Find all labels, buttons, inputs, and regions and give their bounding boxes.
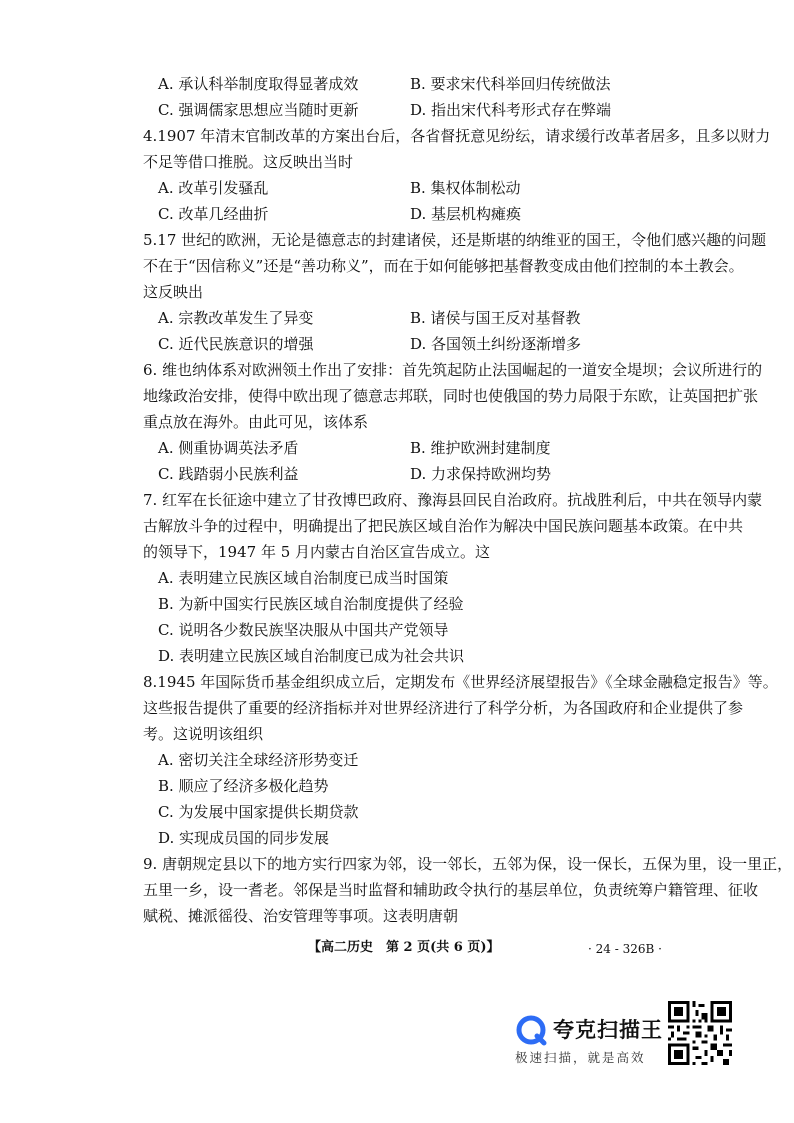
q7-option-d: D. 表明建立民族区域自治制度已成为社会共识 [158,647,465,665]
q8-stem-line3: 考。这说明该组织 [143,725,264,743]
q7-option-c: C. 说明各少数民族坚决服从中国共产党领导 [158,621,449,639]
q3-option-a: A. 承认科举制度取得显著成效 [158,75,359,93]
q7-stem-line1: 7. 红军在长征途中建立了甘孜博巴政府、豫海县回民自治政府。抗战胜利后，中共在领导内蒙 [143,491,763,509]
scanner-watermark [515,1014,665,1066]
q7-option-b: B. 为新中国实行民族区域自治制度提供了经验 [158,595,464,613]
q9-stem-line3: 赋税、摊派徭役、治安管理等事项。这表明唐朝 [143,907,459,925]
q6-option-d: D. 力求保持欧洲均势 [410,465,552,483]
q6-stem-line3: 重点放在海外。由此可见，该体系 [143,413,369,431]
q8-option-b: B. 顺应了经济多极化趋势 [158,777,329,795]
qr-code-icon [668,1001,732,1065]
q5-option-d: D. 各国领土纠纷逐渐增多 [410,335,582,353]
q8-stem-line1: 8.1945 年国际货币基金组织成立后，定期发布《世界经济展望报告》《全球金融稳定报告》等。 [143,673,778,691]
q5-stem-line2: 不在于“因信称义”还是“善功称义”，而在于如何能够把基督教变成由他们控制的本土教会。 [143,257,744,275]
q4-option-d: D. 基层机构瘫痪 [410,205,522,223]
q5-stem-line1: 5.17 世纪的欧洲，无论是德意志的封建诸侯，还是斯堪的纳维亚的国王，令他们感兴趣的问题 [143,231,767,249]
q3-option-d: D. 指出宋代科考形式存在弊端 [410,101,612,119]
q6-stem-line2: 地缘政治安排，使得中欧出现了德意志邦联，同时也使俄国的势力局限于东欧，让英国把扩张 [143,387,759,405]
q3-option-c: C. 强调儒家思想应当随时更新 [158,101,359,119]
q5-option-c: C. 近代民族意识的增强 [158,335,314,353]
q8-option-d: D. 实现成员国的同步发展 [158,829,330,847]
q9-stem-line2: 五里一乡，设一耆老。邻保是当时监督和辅助政令执行的基层单位，负责统筹户籍管理、征收 [143,881,759,899]
q7-option-a: A. 表明建立民族区域自治制度已成当时国策 [158,569,449,587]
q8-option-c: C. 为发展中国家提供长期贷款 [158,803,359,821]
scanner-slogan: 极速扫描，就是高效 [515,1050,646,1065]
q4-option-b: B. 集权体制松动 [410,179,521,197]
q7-stem-line3: 的领导下，1947 年 5 月内蒙古自治区宣告成立。这 [143,543,491,561]
q5-option-b: B. 诸侯与国王反对基督教 [410,309,581,327]
scanner-brand-name: 夸克扫描王 [553,1018,663,1042]
q3-option-b: B. 要求宋代科举回归传统做法 [410,75,611,93]
q9-stem-line1: 9. 唐朝规定县以下的地方实行四家为邻，设一邻长，五邻为保，设一保长，五保为里，设一里正， [143,855,793,873]
q5-stem-line3: 这反映出 [143,283,204,301]
q6-stem-line1: 6. 维也纳体系对欧洲领土作出了安排：首先筑起防止法国崛起的一道安全堤坝；会议所进行的 [143,361,763,379]
q6-option-c: C. 践踏弱小民族利益 [158,465,299,483]
q4-option-c: C. 改革几经曲折 [158,205,269,223]
q6-option-b: B. 维护欧洲封建制度 [410,439,551,457]
q4-stem-line2: 不足等借口推脱。这反映出当时 [143,153,354,171]
q6-option-a: A. 侧重协调英法矛盾 [158,439,299,457]
page-code: · 24 - 326B · [588,942,662,956]
quark-logo-icon [515,1014,547,1046]
page-footer-label: 【高二历史 第 2 页(共 6 页)】 [308,940,500,955]
q4-option-a: A. 改革引发骚乱 [158,179,269,197]
q4-stem-line1: 4.1907 年清末官制改革的方案出台后，各省督抚意见纷纭，请求缓行改革者居多，且多以财力 [143,127,771,145]
q7-stem-line2: 古解放斗争的过程中，明确提出了把民族区域自治作为解决中国民族问题基本政策。在中共 [143,517,744,535]
q8-option-a: A. 密切关注全球经济形势变迁 [158,751,359,769]
q5-option-a: A. 宗教改革发生了异变 [158,309,314,327]
q8-stem-line2: 这些报告提供了重要的经济指标并对世界经济进行了科学分析，为各国政府和企业提供了参 [143,699,744,717]
